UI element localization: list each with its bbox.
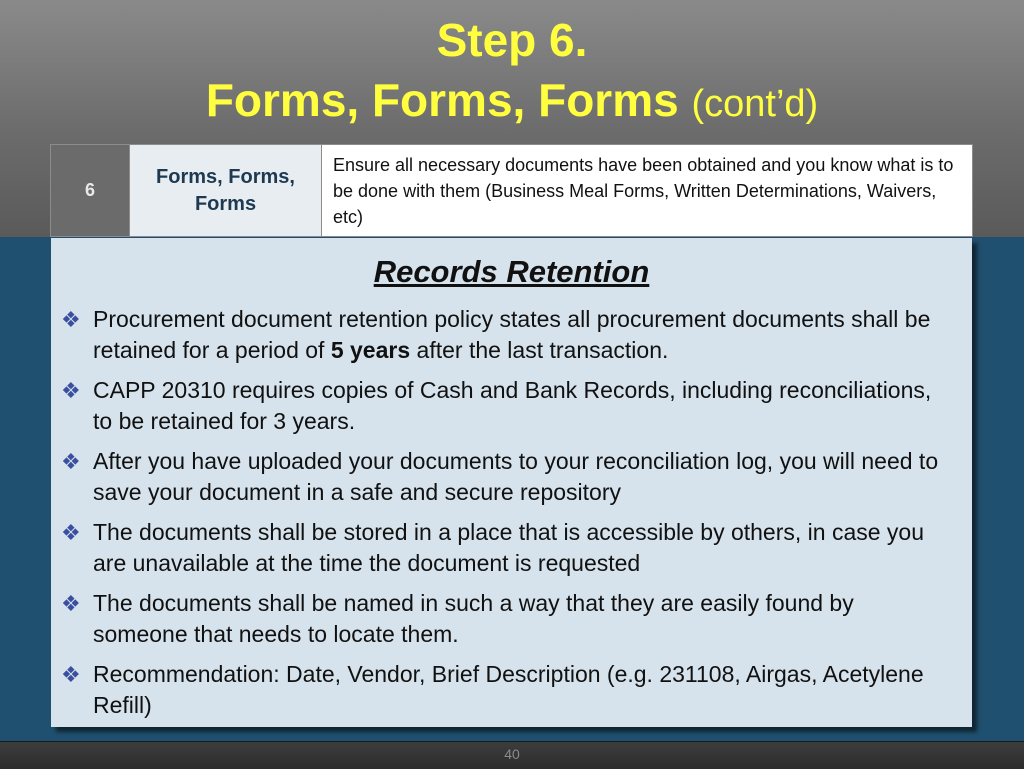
bullet-item <box>61 659 952 721</box>
bullet-text <box>93 517 952 579</box>
bullet-text <box>93 588 952 650</box>
slide-title: Step 6. <box>436 14 588 66</box>
slide-subtitle <box>0 74 1024 130</box>
bullet-text-part: After you have uploaded your documents to your reconciliation log, you will need to save your document in a safe and secure repository <box>93 448 939 505</box>
diamond-bullet-icon: ❖ <box>61 662 81 687</box>
step-name: Forms, Forms, Forms <box>130 144 322 237</box>
diamond-bullet-icon: ❖ <box>61 378 81 403</box>
bullet-item <box>61 375 952 437</box>
diamond-bullet-icon: ❖ <box>61 520 81 545</box>
bullet-text <box>93 659 952 721</box>
bullet-text-emphasis: 5 years <box>330 337 411 363</box>
slide-subtitle-contd: (cont’d) <box>691 83 819 125</box>
bullet-text <box>93 375 952 437</box>
bullet-text-part: The documents shall be named in such a way that they are easily found by someone that needs to locate them. <box>93 590 854 647</box>
bullet-list <box>51 304 972 721</box>
bullet-text <box>93 446 952 508</box>
step-description: Ensure all necessary documents have been obtained and you know what is to be done with them (Business Meal Forms, Written Determinations, Waivers, etc) <box>322 144 973 237</box>
bullet-text-part: The documents shall be stored in a place that is accessible by others, in case you are unavailable at the time the document is requested <box>93 519 925 576</box>
bullet-item <box>61 517 952 579</box>
page-number: 40 <box>504 746 520 762</box>
diamond-bullet-icon: ❖ <box>61 591 81 616</box>
step-number: 6 <box>50 144 130 237</box>
section-heading: Records Retention <box>373 254 650 289</box>
diamond-bullet-icon: ❖ <box>61 449 81 474</box>
bullet-item <box>61 588 952 650</box>
diamond-bullet-icon: ❖ <box>61 307 81 332</box>
bullet-text <box>93 304 952 366</box>
bullet-item <box>61 304 952 366</box>
bullet-text-part: CAPP 20310 requires copies of Cash and Bank Records, including reconciliations, to be retained for 3 years. <box>93 377 932 434</box>
records-retention-panel <box>51 238 972 727</box>
bullet-item <box>61 446 952 508</box>
step-table-row <box>50 144 973 237</box>
slide-subtitle-main: Forms, Forms, Forms <box>205 74 679 126</box>
bullet-text-part: after the last transaction. <box>410 337 669 363</box>
bullet-text-part: Recommendation: Date, Vendor, Brief Description (e.g. 231108, Airgas, Acetylene Refill) <box>93 661 924 718</box>
bullet-text-part: Procurement document retention policy states all procurement documents shall be retained for a period of <box>93 306 931 363</box>
